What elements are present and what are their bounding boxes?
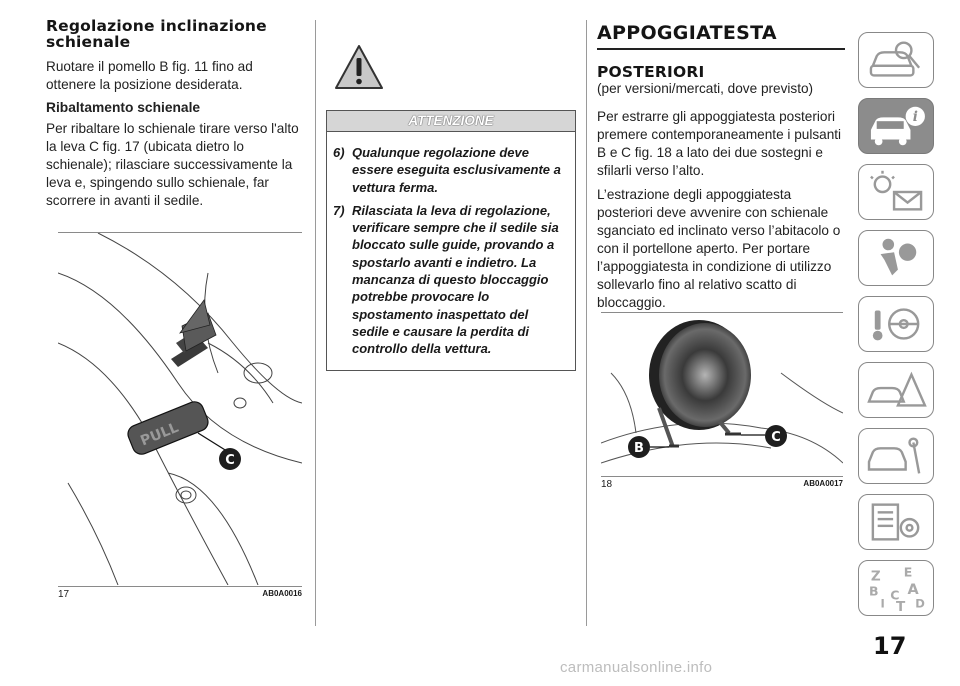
section-heading-rear: POSTERIORI	[597, 63, 705, 81]
svg-text:B: B	[869, 583, 879, 599]
svg-text:Z: Z	[870, 568, 881, 585]
seat-lever-illustration	[58, 233, 302, 585]
svg-text:i: i	[912, 109, 918, 126]
car-info-icon	[859, 99, 933, 153]
figure-18	[601, 312, 843, 493]
tab-warning-lights[interactable]	[858, 164, 934, 220]
page-number: 17	[873, 632, 907, 660]
car-search-icon	[859, 33, 933, 87]
warning-item: 6) Qualunque regolazione deve essere eseguita esclusivamente a vettura ferma.	[333, 145, 561, 195]
paragraph-condition: L’estrazione degli appoggiatesta posteriori deve avvenire con schienale sganciato ed inclinato verso l’abitacolo o con il portellone aperto. Per portare l’appoggiatesta in condizione di utilizzo sollevarlo fino al relativo scatto di bloccaggio.	[597, 187, 841, 310]
figure-code: AB0A0016	[262, 589, 302, 598]
subnote: (per versioni/mercati, dove previsto)	[597, 81, 814, 96]
warning-panel	[326, 18, 576, 371]
warning-title: ATTENZIONE	[326, 110, 576, 132]
paragraph-fold: Per ribaltare lo schienale tirare verso l'alto la leva C fig. 17 (ubicata dietro lo schienale); rilasciare successivamente la leva e, spingendo sullo schienale, far scorrere in avanti il sedile.	[46, 121, 299, 208]
svg-text:A: A	[907, 581, 919, 598]
figure-code: AB0A0017	[803, 479, 843, 488]
section-heading-backrest-tilt: Regolazione inclinazione schienale	[46, 17, 267, 51]
warning-item: 7) Rilasciata la leva di regolazione, verificare sempre che il sedile sia bloccato sulle guide, provando a spostarlo avanti e indietro. La mancanza di questo bloccaggio potrebbe provocare lo spostamento inaspettato del sedile e causare la perdita di controllo della vettura.	[333, 202, 559, 357]
technical-data-gear-icon	[859, 495, 933, 549]
tab-emergency[interactable]	[858, 362, 934, 418]
warning-triangle-icon	[334, 44, 384, 90]
svg-text:T: T	[896, 599, 906, 615]
tab-maintenance[interactable]	[858, 428, 934, 484]
svg-text:D: D	[915, 596, 925, 611]
svg-text:I: I	[880, 596, 885, 611]
airbag-safety-icon	[859, 231, 933, 285]
headrest-illustration	[601, 313, 843, 475]
pull-label: PULL	[138, 419, 181, 450]
callout-b: B	[634, 441, 644, 456]
callout-c: C	[225, 453, 235, 468]
subheading-fold: Ribaltamento schienale	[46, 100, 201, 115]
tab-technical-data[interactable]	[858, 494, 934, 550]
tab-safety[interactable]	[858, 230, 934, 286]
watermark: carmanualsonline.info	[560, 659, 713, 676]
tab-index[interactable]	[858, 560, 934, 616]
column-divider	[586, 20, 587, 626]
paragraph-remove: Per estrarre gli appoggiatesta posteriori premere contemporaneamente i pulsanti B e C fig. 18 a lato dei due sostegni e sfilarli verso l’alto.	[597, 109, 842, 178]
tab-car-info[interactable]	[858, 98, 934, 154]
warning-lights-mail-icon	[859, 165, 933, 219]
column-right	[597, 22, 845, 318]
car-service-wrench-icon	[859, 429, 933, 483]
chapter-title: APPOGGIATESTA	[597, 22, 777, 44]
steering-key-icon	[859, 297, 933, 351]
title-underline	[597, 48, 845, 50]
warning-box	[326, 132, 576, 371]
svg-text:C: C	[890, 587, 900, 603]
column-divider	[315, 20, 316, 626]
tab-starting-driving[interactable]	[858, 296, 934, 352]
figure-17	[58, 232, 302, 603]
figure-number: 17	[58, 589, 70, 600]
column-left	[46, 18, 302, 216]
figure-number: 18	[601, 479, 613, 490]
warning-triangle-car-icon	[859, 363, 933, 417]
paragraph-tilt: Ruotare il pomello B fig. 11 fino ad ottenere la posizione desiderata.	[46, 59, 253, 92]
alphabet-index-icon	[859, 561, 933, 615]
tab-car-search[interactable]	[858, 32, 934, 88]
figure-17-caption	[58, 586, 302, 603]
callout-c: C	[771, 430, 781, 445]
figure-18-caption	[601, 476, 843, 493]
svg-text:E: E	[903, 564, 913, 580]
